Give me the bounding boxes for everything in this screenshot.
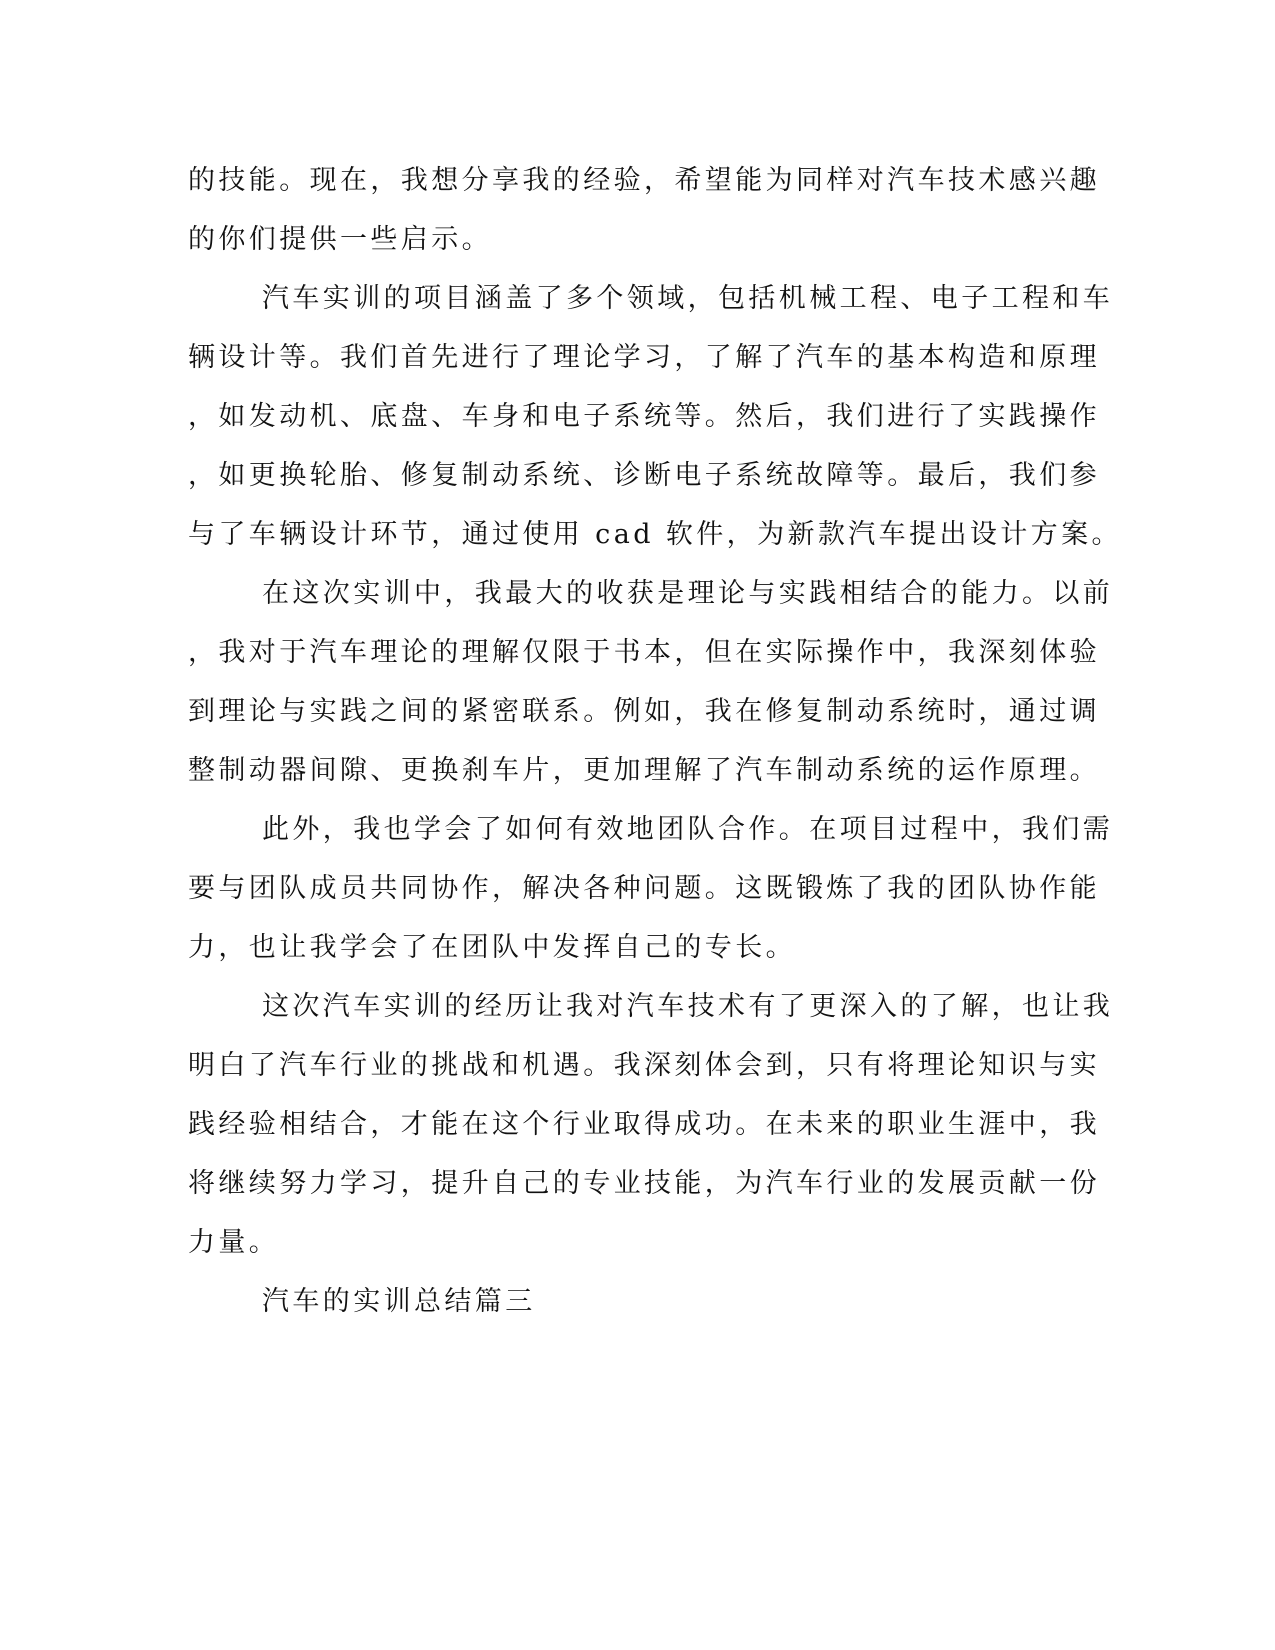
text-line: 与了车辆设计环节，通过使用 cad 软件，为新款汽车提出设计方案。 [188,519,1122,550]
text-line: 将继续努力学习，提升自己的专业技能，为汽车行业的发展贡献一份 [188,1168,1100,1199]
text-line: 的技能。现在，我想分享我的经验，希望能为同样对汽车技术感兴趣 [188,165,1100,196]
section-heading: 汽车的实训总结篇三 [262,1286,536,1317]
text-line: 力，也让我学会了在团队中发挥自己的专长。 [188,932,796,963]
text-line: ，如发动机、底盘、车身和电子系统等。然后，我们进行了实践操作 [188,401,1100,432]
paragraph-start-line: 此外，我也学会了如何有效地团队合作。在项目过程中，我们需 [262,814,1114,845]
paragraph-start-line: 在这次实训中，我最大的收获是理论与实践相结合的能力。以前 [262,578,1114,609]
text-line: ，我对于汽车理论的理解仅限于书本，但在实际操作中，我深刻体验 [188,637,1100,668]
text-line: 要与团队成员共同协作，解决各种问题。这既锻炼了我的团队协作能 [188,873,1100,904]
text-line: ，如更换轮胎、修复制动系统、诊断电子系统故障等。最后，我们参 [188,460,1100,491]
text-line: 整制动器间隙、更换刹车片，更加理解了汽车制动系统的运作原理。 [188,755,1100,786]
text-line: 力量。 [188,1227,280,1258]
text-line: 到理论与实践之间的紧密联系。例如，我在修复制动系统时，通过调 [188,696,1100,727]
text-line: 明白了汽车行业的挑战和机遇。我深刻体会到，只有将理论知识与实 [188,1050,1100,1081]
text-line: 的你们提供一些启示。 [188,224,492,255]
text-line: 辆设计等。我们首先进行了理论学习，了解了汽车的基本构造和原理 [188,342,1100,373]
paragraph-start-line: 汽车实训的项目涵盖了多个领域，包括机械工程、电子工程和车 [262,283,1114,314]
text-line: 践经验相结合，才能在这个行业取得成功。在未来的职业生涯中，我 [188,1109,1100,1140]
paragraph-start-line: 这次汽车实训的经历让我对汽车技术有了更深入的了解，也让我 [262,991,1114,1022]
